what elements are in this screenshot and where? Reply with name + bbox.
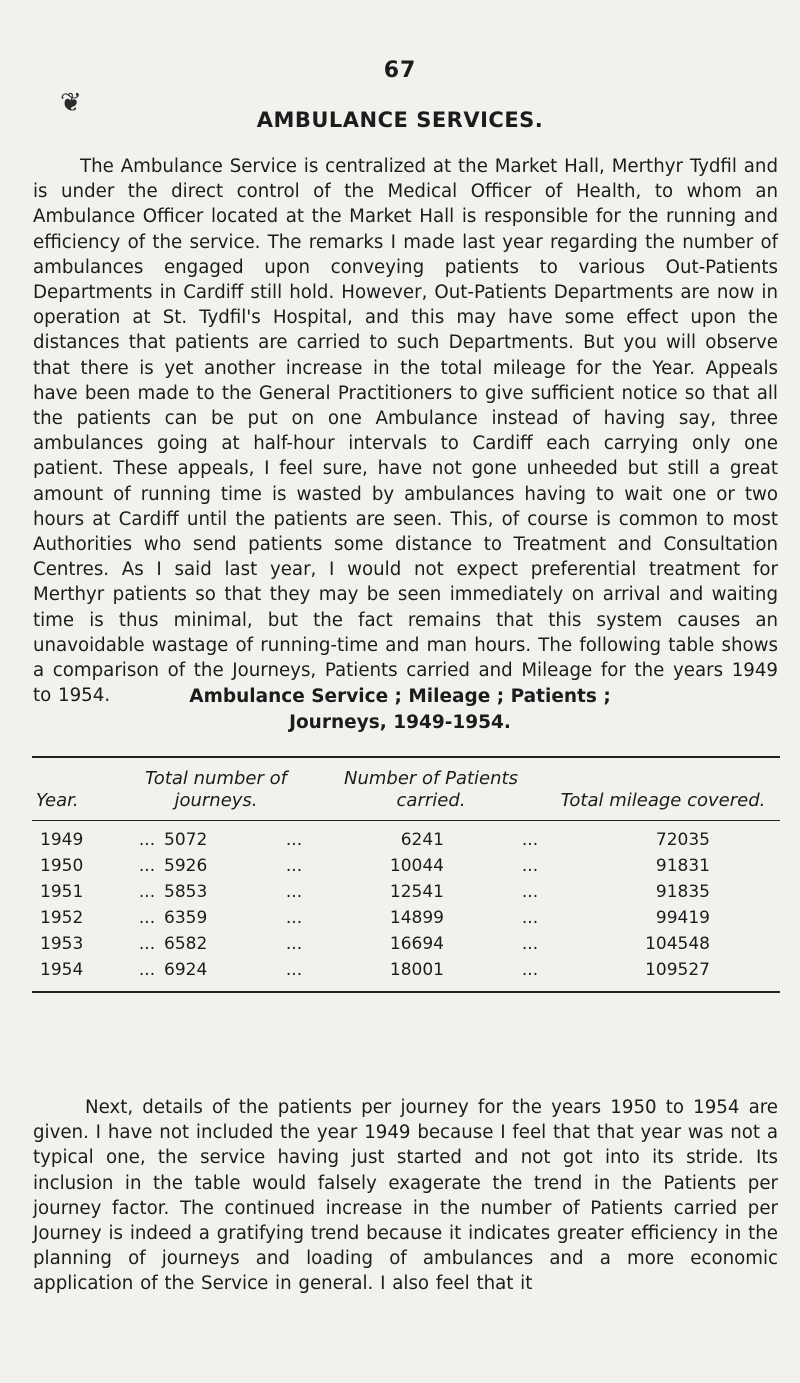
table-row — [32, 931, 780, 957]
cell-leader: ... — [138, 934, 156, 954]
table-caption-line-1: Ambulance Service ; Mileage ; Patients ; — [189, 686, 611, 707]
cell-leader: ... — [138, 960, 156, 980]
cell-leader: ... — [138, 908, 156, 928]
cell-year: 1954 — [40, 960, 84, 980]
page-title: AMBULANCE SERVICES. — [256, 108, 544, 132]
cell-mileage: 104548 — [645, 934, 710, 954]
cell-journeys: 6359 — [164, 908, 208, 928]
cell-leader: ... — [285, 934, 303, 954]
cell-journeys: 5926 — [164, 856, 208, 876]
cell-leader: ... — [521, 934, 539, 954]
cell-leader: ... — [138, 882, 156, 902]
cell-patients: 14899 — [389, 908, 444, 928]
header-patients: Number of Patients carried. — [344, 768, 518, 811]
table-header-rule — [32, 820, 780, 821]
cell-leader: ... — [285, 882, 303, 902]
table-row — [32, 879, 780, 905]
cell-leader: ... — [285, 830, 303, 850]
cell-leader: ... — [138, 856, 156, 876]
table-row — [32, 853, 780, 879]
cell-mileage: 109527 — [645, 960, 710, 980]
table-header-row — [32, 758, 780, 820]
cell-patients: 10044 — [389, 856, 444, 876]
cell-leader: ... — [138, 830, 156, 850]
cell-patients: 16694 — [389, 934, 444, 954]
ambulance-table — [32, 756, 780, 993]
cell-mileage: 72035 — [655, 830, 710, 850]
cell-patients: 18001 — [389, 960, 444, 980]
ornament-icon: ❦ — [60, 88, 82, 118]
cell-leader: ... — [285, 960, 303, 980]
cell-mileage: 91831 — [655, 856, 710, 876]
cell-journeys: 5853 — [164, 882, 208, 902]
cell-leader: ... — [521, 882, 539, 902]
header-journeys: Total number of journeys. — [145, 768, 287, 811]
cell-leader: ... — [521, 960, 539, 980]
cell-mileage: 91835 — [655, 882, 710, 902]
cell-leader: ... — [521, 830, 539, 850]
table-bottom-rule — [32, 991, 780, 993]
cell-leader: ... — [521, 908, 539, 928]
cell-mileage: 99419 — [655, 908, 710, 928]
cell-journeys: 5072 — [164, 830, 208, 850]
cell-year: 1953 — [40, 934, 84, 954]
table-row — [32, 827, 780, 853]
cell-year: 1951 — [40, 882, 84, 902]
cell-leader: ... — [521, 856, 539, 876]
paragraph-intro: The Ambulance Service is centralized at the Market Hall, Merthyr Tydfil and is under the direct control of the Medical Officer of Health, to whom an Ambulance Officer located at the Market Hall is responsible for the running and efficiency of the service. The remarks I made last year regarding the number of ambulances engaged upon conveying patients to various Out-Patients Departments in Cardiff still hold. However, Out-Patients Departments are now in operation at St. Tydfil's Hospital, and this may have some effect upon the distances that patients are carried to such Departments. But you will observe that there is yet another increase in the total mileage for the Year. Appeals have been made to the General Practitioners to give sufficient notice so that all the patients can be put on one Ambulance instead of having say, three ambulances going at half-hour intervals to Cardiff each carrying only one patient. These appeals, I feel sure, have not gone unheeded but still a great amount of running time is wasted by ambulances having to wait one or two hours at Cardiff until the patients are seen. This, of course is common to most Authorities who send patients some distance to Treatment and Consultation Centres. As I said last year, I would not expect preferential treatment for Merthyr patients so that they may be seen immediately on arrival and waiting time is thus minimal, but the fact remains that this system causes an unavoidable wastage of running-time and man hours. The following table shows a comparison of the Journeys, Patients carried and Mileage for the years 1949 to 1954. — [33, 156, 778, 707]
table-row — [32, 905, 780, 931]
cell-leader: ... — [285, 908, 303, 928]
cell-year: 1950 — [40, 856, 84, 876]
table-caption — [0, 684, 800, 736]
cell-year: 1949 — [40, 830, 84, 850]
cell-patients: 12541 — [389, 882, 444, 902]
cell-year: 1952 — [40, 908, 84, 928]
table-caption-line-2: Journeys, 1949-1954. — [289, 712, 511, 733]
paragraph-continuation: Next, details of the patients per journey for the years 1950 to 1954 are given. I have not included the year 1949 because I feel that that year was not a typical one, the service having just started and not got into its stride. Its inclusion in the table would falsely exagerate the trend in the Patients per journey factor. The continued increase in the number of Patients carried per Journey is indeed a gratifying trend because it indicates greater efficiency in the planning of journeys and loading of ambulances and a more economic application of the Service in general. I also feel that it — [33, 1097, 778, 1295]
cell-journeys: 6582 — [164, 934, 208, 954]
page-number: 67 — [383, 58, 417, 83]
cell-journeys: 6924 — [164, 960, 208, 980]
cell-leader: ... — [285, 856, 303, 876]
header-mileage: Total mileage covered. — [560, 790, 766, 811]
table-row — [32, 957, 780, 983]
header-year: Year. — [36, 790, 79, 811]
cell-patients: 6241 — [400, 830, 444, 850]
